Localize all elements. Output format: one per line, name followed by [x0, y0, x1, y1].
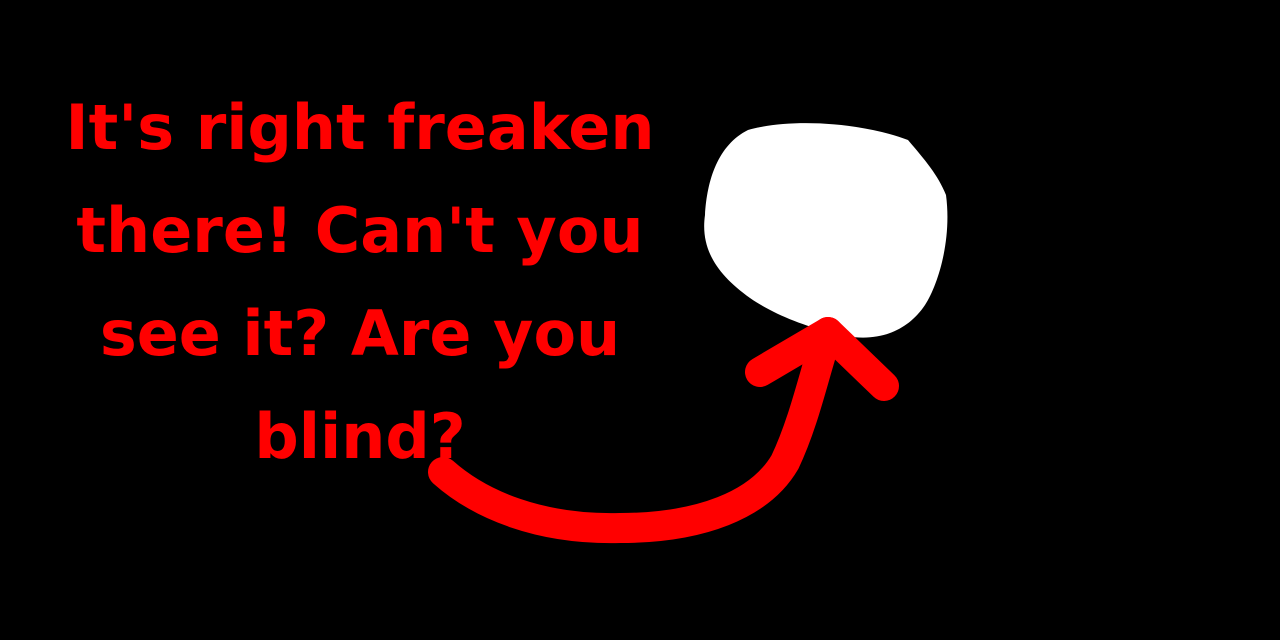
caption-text — [20, 76, 700, 488]
caption-line-3: see it? Are you — [99, 297, 621, 370]
caption-line-4: blind? — [254, 400, 466, 473]
white-blob-icon — [704, 123, 947, 337]
caption-line-1: It's right freaken — [65, 91, 655, 164]
caption-line-2: there! Can't you — [76, 194, 644, 267]
